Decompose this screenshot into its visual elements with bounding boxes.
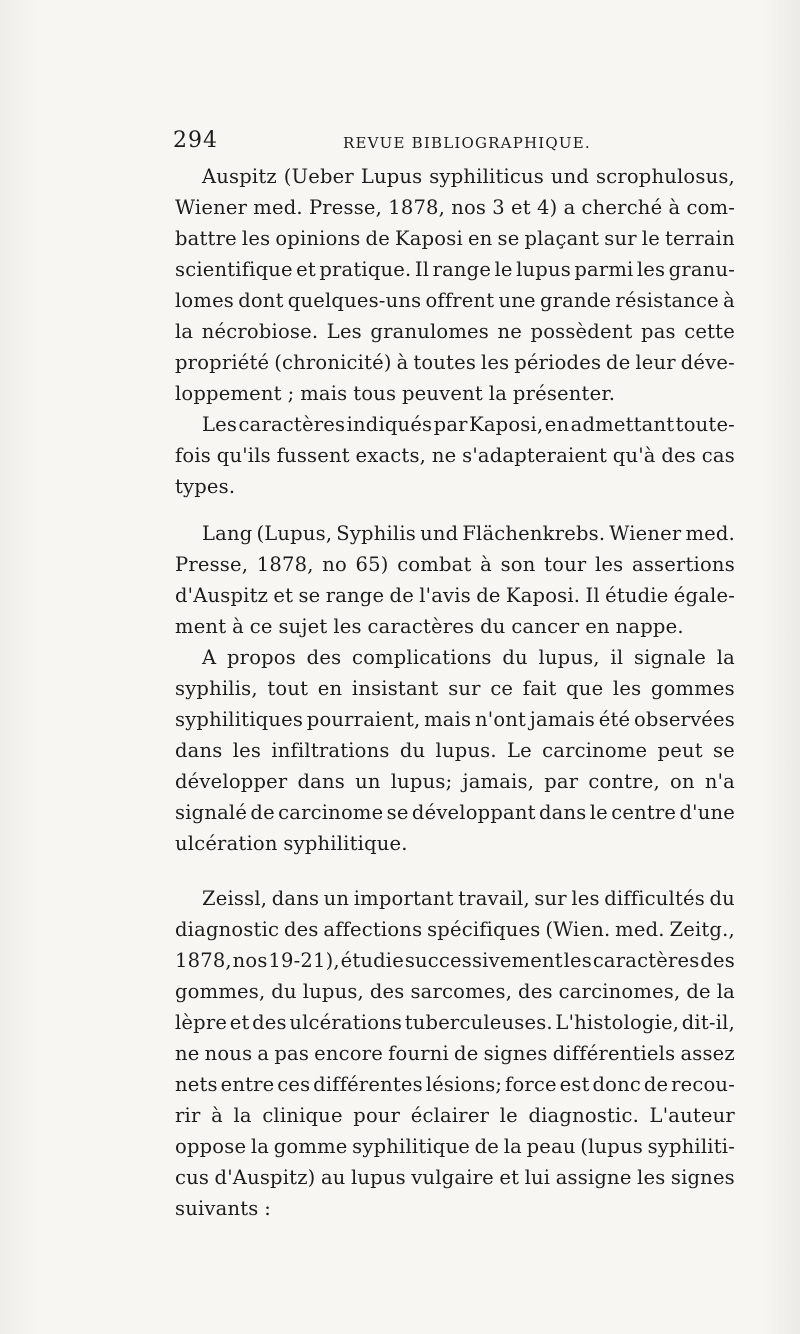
text-line: loppement ; mais tous peuvent la présenter.	[175, 382, 616, 405]
running-head: REVUE BIBLIOGRAPHIQUE.	[343, 134, 591, 152]
paragraph-auspitz	[175, 161, 735, 409]
text-line: lèpre et des ulcérations tuberculeuses. L'histologie, dit-il,	[175, 1011, 735, 1034]
text-line: fois qu'ils fussent exacts, ne s'adapteraient qu'à des cas	[175, 444, 735, 467]
text-line: diagnostic des affections spécifiques (Wien. med. Zeitg.,	[175, 918, 735, 941]
text-line: suivants :	[175, 1197, 272, 1220]
text-line: A propos des complications du lupus, il signale la	[202, 646, 735, 669]
text-line: signalé de carcinome se développant dans le centre d'une	[175, 801, 735, 824]
paragraph-complications	[175, 642, 735, 859]
text-line: propriété (chronicité) à toutes les périodes de leur déve-	[175, 351, 735, 374]
text-line: cus d'Auspitz) au lupus vulgaire et lui assigne les signes	[175, 1166, 735, 1189]
text-line: oppose la gomme syphilitique de la peau (lupus syphiliti-	[175, 1135, 735, 1158]
text-line: dans les infiltrations du lupus. Le carcinome peut se	[175, 739, 735, 762]
text-line: gommes, du lupus, des sarcomes, des carcinomes, de la	[175, 980, 735, 1003]
text-line: ment à ce sujet les caractères du cancer en nappe.	[175, 615, 684, 638]
body-text	[175, 161, 735, 1224]
text-line: développer dans un lupus; jamais, par contre, on n'a	[175, 770, 735, 793]
text-line: types.	[175, 475, 236, 498]
paragraph-zeissl	[175, 883, 735, 1224]
paragraph-lang	[175, 518, 735, 642]
text-line: Wiener med. Presse, 1878, nos 3 et 4) a cherché à com-	[175, 196, 735, 219]
text-line: syphilitiques pourraient, mais n'ont jamais été observées	[175, 708, 735, 731]
text-line: Presse, 1878, no 65) combat à son tour les assertions	[175, 553, 735, 576]
text-line: Lang (Lupus, Syphilis und Flächenkrebs. Wiener med.	[202, 522, 735, 545]
text-line: lomes dont quelques-uns offrent une grande résistance à	[175, 289, 735, 312]
text-line: scientifique et pratique. Il range le lupus parmi les granu-	[175, 258, 735, 281]
text-line: Zeissl, dans un important travail, sur les difficultés du	[202, 887, 735, 910]
text-line: 1878, nos 19-21), étudie successivement les caractères des	[175, 949, 735, 972]
text-line: nets entre ces différentes lésions; force est donc de recou-	[175, 1073, 735, 1096]
text-line: d'Auspitz et se range de l'avis de Kaposi. Il étudie égale-	[175, 584, 735, 607]
text-line: rir à la clinique pour éclairer le diagnostic. L'auteur	[175, 1104, 735, 1127]
page-header	[173, 128, 735, 158]
text-line: la nécrobiose. Les granulomes ne possèdent pas cette	[175, 320, 735, 343]
text-line: battre les opinions de Kaposi en se plaçant sur le terrain	[175, 227, 735, 250]
text-line: ne nous a pas encore fourni de signes différentiels assez	[175, 1042, 735, 1065]
paragraph-gap	[175, 859, 735, 883]
text-line: Les caractères indiqués par Kaposi, en admettant toute-	[202, 413, 735, 436]
text-line: ulcération syphilitique.	[175, 832, 408, 855]
paragraph-gap	[175, 502, 735, 518]
paragraph-kaposi-characters	[175, 409, 735, 502]
text-line: syphilis, tout en insistant sur ce fait que les gommes	[175, 677, 735, 700]
page-number: 294	[173, 128, 218, 153]
text-line: Auspitz (Ueber Lupus syphiliticus und scrophulosus,	[202, 165, 735, 188]
